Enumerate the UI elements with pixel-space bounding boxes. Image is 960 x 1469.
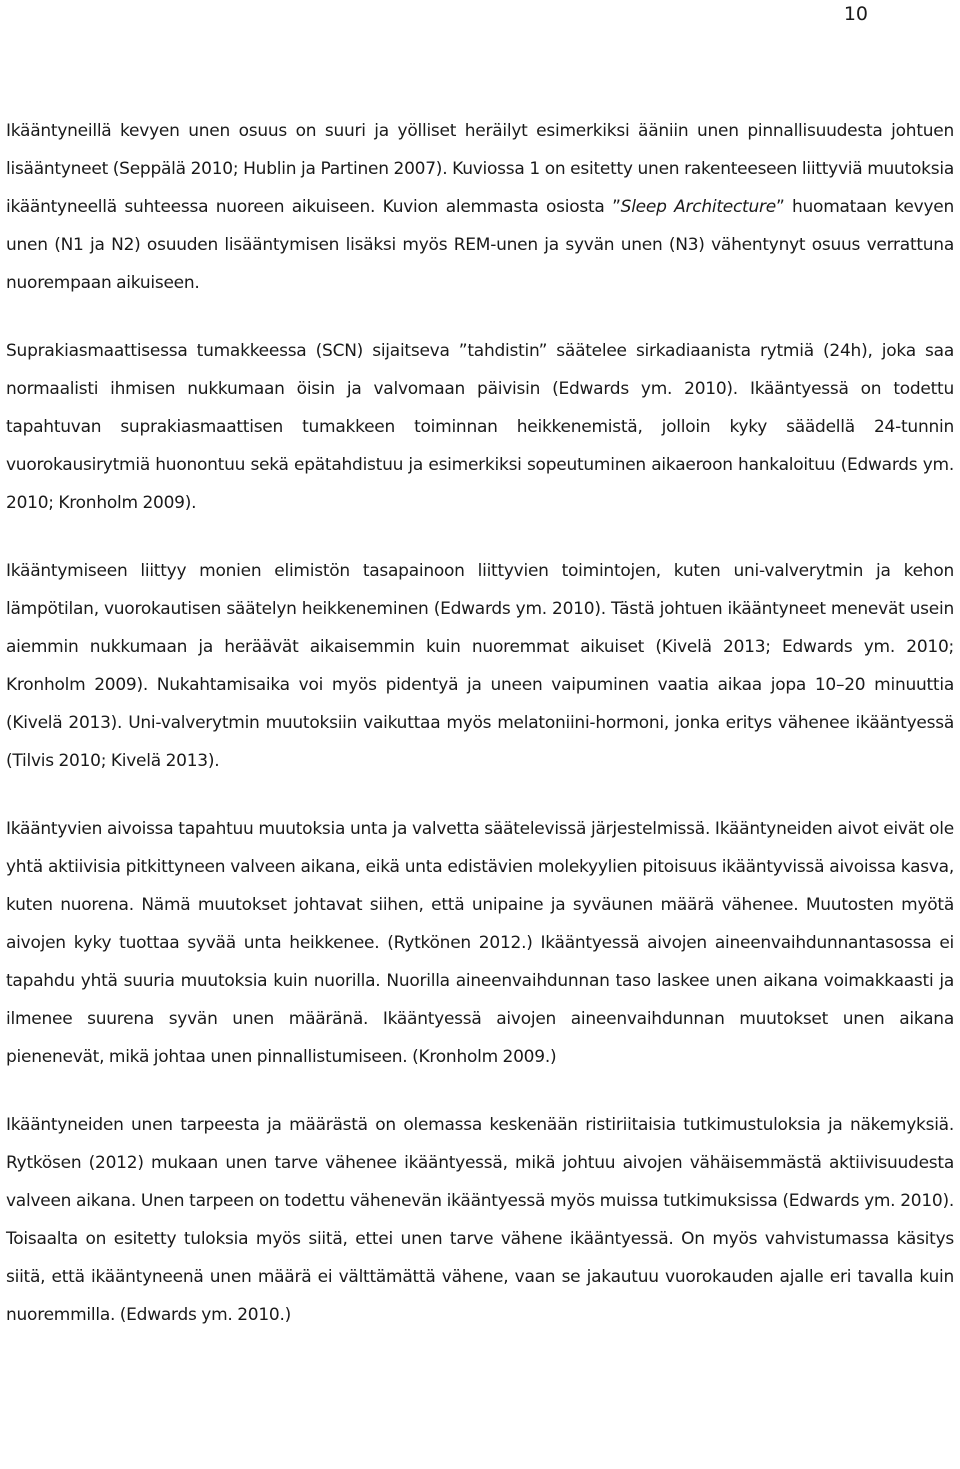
paragraph-sleep-need: Ikääntyneiden unen tarpeesta ja määrästä on olemassa keskenään ristiriitaisia tutkimustuloksia ja näkemyksiä. Rytkösen (2012) mukaan unen tarve vähenee ikääntyessä, mikä johtuu aivojen vähäisemmästä aktiivisuudesta valveen aikana. Unen tarpeen on todettu vähenevän ikääntyessä myös muissa tutkimuksissa (Edwards ym. 2010). Toisaalta on esitetty tuloksia myös siitä, ettei unen tarve vähene ikääntyessä. On myös vahvistumassa käsitys siitä, että ikääntyneenä unen määrä ei välttämättä vähene, vaan se jakautuu vuorokauden ajalle eri tavalla kuin nuoremmilla. (Edwards ym. 2010.): [6, 1115, 954, 1325]
paragraph-sleep-structure: [6, 112, 954, 302]
paragraph-text: Ikääntyneillä kevyen unen osuus on suuri ja yölliset heräilyt esimerkiksi ääniin unen pinnallisuudesta johtuen lisääntyneet (Seppälä 2010; Hublin ja Partinen 2007). Kuviossa 1 on esitetty unen rakenteeseen liittyviä muutoksia ikääntyneellä suhteessa nuoreen aikuiseen. Kuvion alemmasta osiosta ”: [6, 121, 954, 217]
document-body: [6, 112, 954, 1334]
paragraph-brain-changes: Ikääntyvien aivoissa tapahtuu muutoksia unta ja valvetta säätelevissä järjestelmissä. Ikääntyneiden aivot eivät ole yhtä aktiivisia pitkittyneen valveen aikana, eikä unta edistävien molekyylien pitoisuus ikääntyvissä aivoissa kasva, kuten nuorena. Nämä muutokset johtavat siihen, että unipaine ja syväunen määrä vähenee. Muutosten myötä aivojen kyky tuottaa syvää unta heikkenee. (Rytkönen 2012.) Ikääntyessä aivojen aineenvaihdunnantasossa ei tapahdu yhtä suuria muutoksia kuin nuorilla. Nuorilla aineenvaihdunnan taso laskee unen aikana voimakkaasti ja ilmenee suurena syvän unen määränä. Ikääntyessä aivojen aineenvaihdunnan muutokset unen aikana pienenevät, mikä johtaa unen pinnallistumiseen. (Kronholm 2009.): [6, 819, 954, 1067]
paragraph-circadian-rhythm: Suprakiasmaattisessa tumakkeessa (SCN) sijaitseva ”tahdistin” säätelee sirkadiaanista rytmiä (24h), joka saa normaalisti ihmisen nukkumaan öisin ja valvomaan päivisin (Edwards ym. 2010). Ikääntyessä on todettu tapahtuvan suprakiasmaattisen tumakkeen toiminnan heikkenemistä, jolloin kyky säädellä 24-tunnin vuorokausirytmiä huonontuu sekä epätahdistuu ja esimerkiksi sopeutuminen aikaeroon hankaloituu (Edwards ym. 2010; Kronholm 2009).: [6, 341, 954, 513]
page-number: 10: [843, 3, 868, 25]
italic-term: Sleep Architecture: [620, 197, 776, 217]
paragraph-sleep-regulation: Ikääntymiseen liittyy monien elimistön tasapainoon liittyvien toimintojen, kuten uni-valverytmin ja kehon lämpötilan, vuorokautisen säätelyn heikkeneminen (Edwards ym. 2010). Tästä johtuen ikääntyneet menevät usein aiemmin nukkumaan ja heräävät aikaisemmin kuin nuoremmat aikuiset (Kivelä 2013; Edwards ym. 2010; Kronholm 2009). Nukahtamisaika voi myös pidentyä ja uneen vaipuminen vaatia aikaa jopa 10–20 minuuttia (Kivelä 2013). Uni-valverytmin muutoksiin vaikuttaa myös melatoniini-hormoni, jonka eritys vähenee ikääntyessä (Tilvis 2010; Kivelä 2013).: [6, 561, 954, 771]
paragraph-text: ” huomataan kevyen unen (N1 ja N2) osuuden lisääntymisen lisäksi myös REM-unen ja syvän unen (N3) vähentynyt osuus verrattuna nuorempaan aikuiseen.: [6, 197, 955, 293]
